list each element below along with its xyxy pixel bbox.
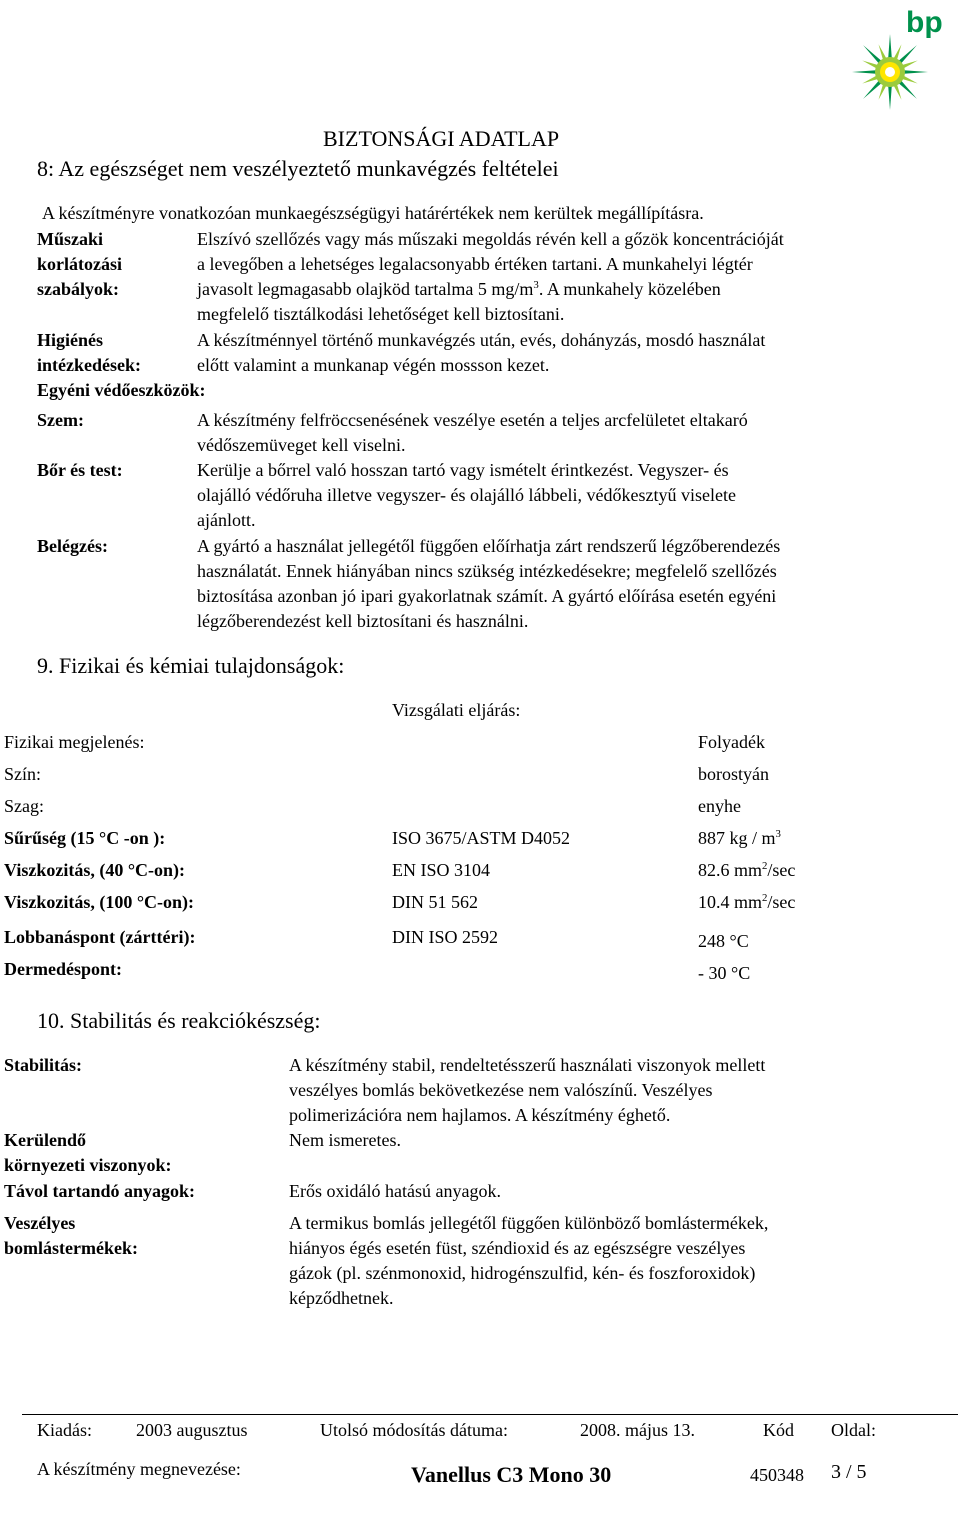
footer-kiadas-label: Kiadás: [37, 1420, 92, 1440]
property-method: DIN 51 562 [392, 892, 478, 912]
property-value: 10.4 $mm^2/\sec$ [698, 892, 796, 912]
property-label: Viszkozitás, (100 °C-on): [4, 892, 195, 912]
helios-ray [902, 61, 918, 69]
section10-title: 10. Stabilitás és reakciókészség: [37, 1008, 321, 1033]
helios-ray [899, 45, 917, 63]
footer-megnevezes-label: A készítmény megnevezése: [37, 1459, 241, 1479]
muszaki-text: Elszívó szellőzés vagy más műszaki megoldás révén kell a gőzök koncentrációját a levegőben a lehetséges legalacsonyabb értéken tartani. A munkahelyi légtér javasolt legmagasabb olajköd tartalma 5 $mg/m^3$. A munkahely közelében megfelelő tisztálkodási lehetőséget kell biztosítani. [197, 229, 784, 324]
helios-ray [863, 45, 881, 63]
helios-ray [863, 81, 881, 99]
property-value: Folyadék [698, 732, 765, 752]
property-label: Viszkozitás, (40 °C-on): [4, 860, 186, 880]
footer-kod-value: 450348 [750, 1465, 804, 1485]
property-method: DIN ISO 2592 [392, 927, 498, 947]
higienes-label: Higiénés intézkedések: [37, 330, 141, 375]
bp-logo-text: bp [906, 6, 943, 39]
footer-page: 3 / 5 [831, 1461, 867, 1483]
tavol-label: Távol tartandó anyagok: [4, 1181, 196, 1201]
property-label: Fizikai megjelenés: [4, 732, 145, 752]
helios-ray [879, 44, 887, 60]
footer-kiadas-value: 2003 augusztus [136, 1420, 248, 1440]
footer-utolso-label: Utolsó módosítás dátuma: [320, 1420, 508, 1440]
section9-title: 9. Fizikai és kémiai tulajdonságok: [37, 653, 345, 678]
helios-ray [888, 86, 892, 110]
property-value: enyhe [698, 796, 741, 816]
property-method: ISO 3675/ASTM D4052 [392, 828, 571, 848]
higienes-text: A készítménnyel történő munkavégzés után, evés, dohányzás, mosdó használat előtt valamint a munkanap végén mossson kezet. [197, 330, 766, 375]
property-value: 248 °C [698, 931, 749, 951]
szem-text: A készítmény felfröccsenésének veszélye esetén a teljes arcfelületet eltakaró védőszemüveget kell viselni. [197, 410, 748, 455]
property-value: - 30 °C [698, 963, 751, 983]
veszelyes-text: A termikus bomlás jellegétől függően különböző bomlástermékek, hiányos égés esetén füst, széndioxid és az egészségre veszélyes gázok (pl. szénmonoxid, hidrogénszulfid, kén- és foszforoxidok) képződhetnek. [289, 1213, 769, 1308]
bp-logo [858, 6, 954, 114]
kerulendo-label: Kerülendő környezeti viszonyok: [4, 1130, 172, 1175]
property-label: Dermedéspont: [4, 959, 122, 979]
section8-title: 8: Az egészséget nem veszélyeztető munkavégzés feltételei [37, 156, 559, 181]
helios-ray [904, 70, 928, 74]
method-header: Vizsgálati eljárás: [392, 700, 521, 720]
footer-kod-label: Kód [763, 1420, 794, 1440]
helios-ray [888, 34, 892, 58]
stabilitas-label: Stabilitás: [4, 1055, 83, 1075]
section8-intro: A készítményre vonatkozóan munkaegészségügyi határértékek nem kerültek megállípításra. [42, 203, 704, 223]
property-label: Szag: [4, 796, 44, 816]
property-label: Szín: [4, 764, 42, 784]
egyeni-label: Egyéni védőeszközök: [37, 380, 206, 400]
footer-utolso-value: 2008. május 13. [580, 1420, 695, 1440]
footer-oldal-label: Oldal: [831, 1420, 876, 1440]
property-value: borostyán [698, 764, 769, 784]
bor-label: Bőr és test: [37, 460, 123, 480]
property-method: EN ISO 3104 [392, 860, 490, 880]
veszelyes-label: Veszélyes bomlástermékek: [4, 1213, 138, 1258]
helios-ray [879, 84, 887, 100]
helios-ray [852, 70, 876, 74]
helios-ray [894, 44, 902, 60]
property-value: 887 kg / $m^3$ [698, 828, 781, 848]
helios-ray [899, 81, 917, 99]
bor-text: Kerülje a bőrrel való hosszan tartó vagy ismételt érintkezést. Vegyszer- és olajálló védőruha illetve vegyszer- és olajálló lábbeli, védőkesztyű viselete ajánlott. [197, 460, 736, 530]
belegzes-label: Belégzés: [37, 536, 108, 556]
belegzes-text: A gyártó a használat jellegétől függően előírhatja zárt rendszerű légzőberendezés használatát. Ennek hiányában nincs szükség intézkedésekre; megfelelő szellőzés biztosítása azonban jó ipari gyakorlatnak számít. A gyártó előírása esetén egyéni légzőberendezést kell biztosítani és használni. [197, 536, 781, 631]
property-value: 82.6 $mm^2/\sec$ [698, 860, 796, 880]
kerulendo-value: Nem ismeretes. [289, 1130, 401, 1150]
helios-ray [902, 76, 918, 84]
helios-ray [894, 84, 902, 100]
document-title: BIZTONSÁGI ADATLAP [323, 126, 560, 151]
helios-ray [862, 76, 878, 84]
muszaki-label: Műszaki korlátozási szabályok: [37, 229, 122, 299]
stabilitas-text: A készítmény stabil, rendeltetésszerű használati viszonyok mellett veszélyes bomlás bekövetkezése nem valószínű. Veszélyes polimerizációra nem hajlamos. A készítmény éghető. [289, 1055, 766, 1125]
helios-icon [850, 32, 946, 112]
property-label: Lobbanáspont (zárttéri): [4, 927, 196, 947]
footer-product-name: Vanellus C3 Mono 30 [411, 1462, 612, 1487]
tavol-value: Erős oxidáló hatású anyagok. [289, 1181, 501, 1201]
szem-label: Szem: [37, 410, 84, 430]
helios-ray [862, 61, 878, 69]
property-label: Sűrűség (15 °C -on ): [4, 828, 166, 848]
